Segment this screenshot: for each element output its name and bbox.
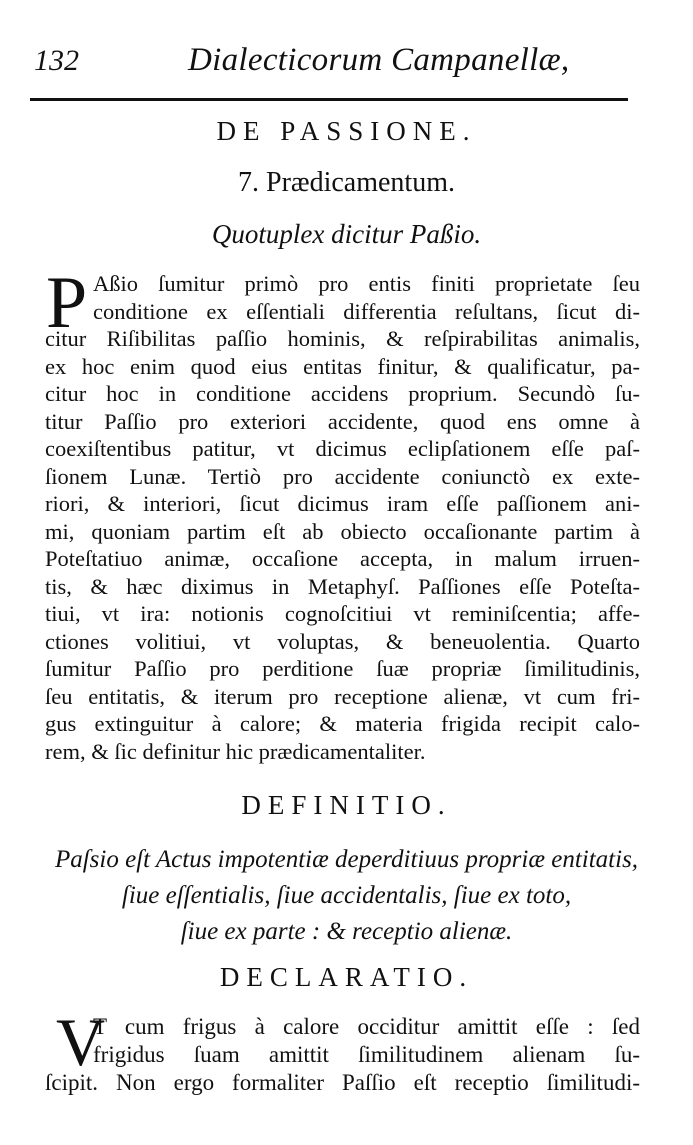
text-line: T cum frigus à calore occiditur amittit eſſe : ſed xyxy=(93,1014,640,1039)
text-line: rem, & ſic definitur hic prædicamentaliter. xyxy=(45,738,426,764)
page-number: 132 xyxy=(34,44,79,77)
paragraph-passio xyxy=(45,270,640,765)
text-line: citur hoc in conditione accidens proprium. Secundò ſu- xyxy=(45,381,640,406)
text-line: ex hoc enim quod eius entitas finitur, & qualificatur, pa- xyxy=(45,353,640,379)
text-line: frigidus ſuam amittit ſimilitudinem alienam ſu- xyxy=(93,1042,640,1067)
text-line: citur Riſibilitas paſſio hominis, & reſpirabilitas animalis, xyxy=(45,326,640,351)
text-line: ſeu entitatis, & iterum pro receptione alienæ, vt cum fri- xyxy=(45,683,640,709)
drop-cap-p: P xyxy=(46,262,88,344)
text-line: ſionem Lunæ. Tertiò pro accidente coniunctò ex exte- xyxy=(45,463,640,489)
text-line: Aßio ſumitur primò pro entis finiti proprietate ſeu xyxy=(93,271,640,296)
paragraph-declaratio xyxy=(45,1013,640,1097)
text-line: mi, quoniam partim eſt ab obiecto occaſionante partim à xyxy=(45,518,640,544)
page-header xyxy=(30,38,660,88)
text-line: gus extinguitur à calore; & materia frigida recipit calo- xyxy=(45,711,640,736)
text-line: coexiſtentibus patitur, vt dicimus eclipſationem eſſe paſ- xyxy=(45,436,640,461)
text-line: tis, & hæc diximus in Metaphyſ. Paſſiones eſſe Poteſta- xyxy=(45,573,640,599)
text-line: ſumitur Paſſio pro perditione ſuæ propriæ ſimilitudinis, xyxy=(45,656,640,681)
praedicamentum-heading: 7. Prædicamentum. xyxy=(238,167,455,198)
definition-line: ſiue ex parte : & receptio alienæ. xyxy=(180,918,513,945)
text-line: Poteſtatiuo animæ, occaſione accepta, in malum irruen- xyxy=(45,546,640,571)
text-line: ctiones volitiui, vt voluptas, & beneuolentia. Quarto xyxy=(45,628,640,654)
text-line: tiui, vt ira: notionis cognoſcitiui vt reminiſcentia; affe- xyxy=(45,601,640,626)
text-line: titur Paſſio pro exteriori accidente, quod ens omne à xyxy=(45,408,640,434)
definition-line: ſiue eſſentialis, ſiue accidentalis, ſiue ex toto, xyxy=(121,882,572,909)
question-heading: Quotuplex dicitur Paßio. xyxy=(211,219,482,249)
drop-cap-v: V xyxy=(56,1004,106,1080)
running-title: Dialecticorum Campanellæ, xyxy=(188,42,570,78)
text-line: riori, & interiori, ſicut dicimus iram eſſe paſſionem ani- xyxy=(45,491,640,516)
definition-text xyxy=(0,842,693,950)
header-rule xyxy=(30,98,628,101)
text-line: conditione ex eſſentiali differentia reſultans, ſicut di- xyxy=(93,298,640,324)
section-title-declaratio: DECLARATIO. xyxy=(219,962,474,992)
section-title-definitio: DEFINITIO. xyxy=(241,790,452,820)
section-title-de-passione: DE PASSIONE. xyxy=(216,116,477,146)
text-line: ſcipit. Non ergo formaliter Paſſio eſt receptio ſimilitudi- xyxy=(45,1070,640,1095)
definition-line: Paſsio eſt Actus impotentiæ deperditiuus propriæ entitatis, xyxy=(54,846,639,873)
